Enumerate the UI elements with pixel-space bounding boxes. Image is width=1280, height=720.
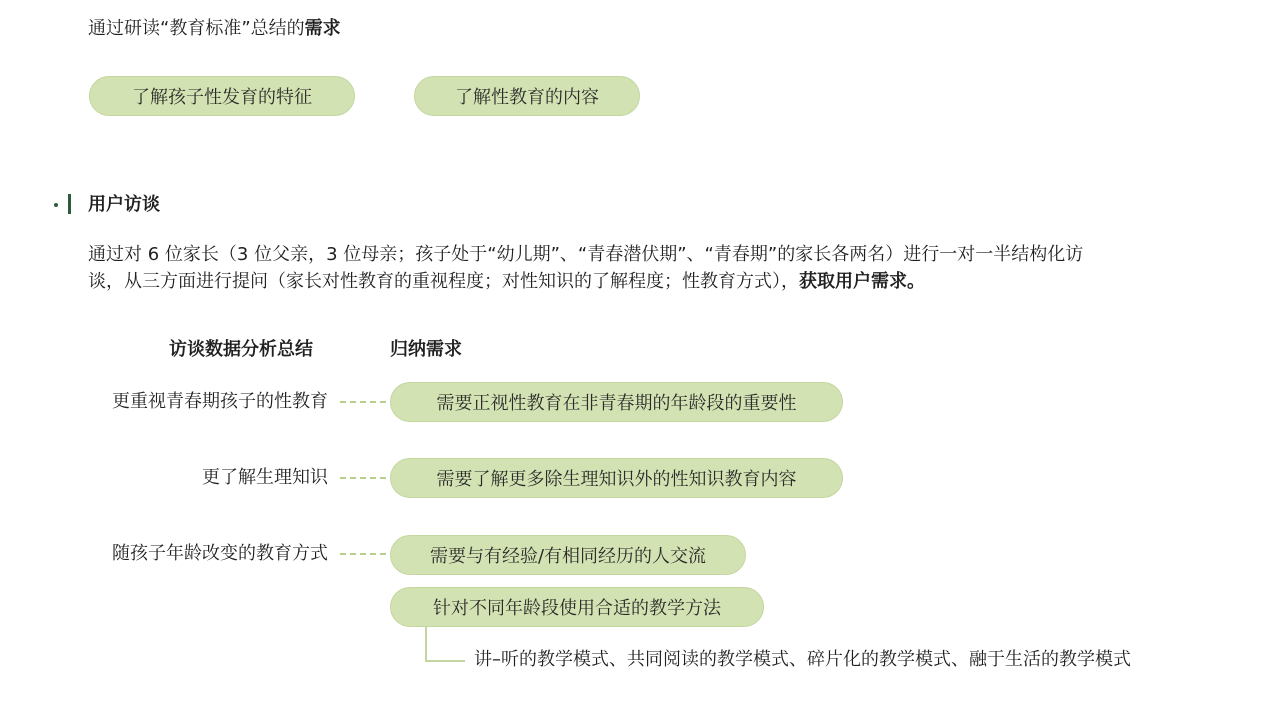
tree-branch-line xyxy=(425,626,465,662)
paragraph-line-1: 通过对 6 位家长（3 位父亲，3 位母亲；孩子处于“幼儿期”、“青春潜伏期”、“青春期”的家长各两名）进行一对一半结构化访 xyxy=(88,244,1084,265)
connector-line-3 xyxy=(340,553,386,555)
standard-need-pill-2: 了解性教育的内容 xyxy=(414,76,640,116)
paragraph-line-2-text: 谈，从三方面进行提问（家长对性教育的重视程度；对性知识的了解程度；性教育方式）， xyxy=(88,271,799,292)
finding-label-3: 随孩子年龄改变的教育方式 xyxy=(112,543,328,564)
section-title: 用户访谈 xyxy=(88,194,160,215)
connector-line-1 xyxy=(340,401,386,403)
paragraph-line-2-bold: 获取用户需求。 xyxy=(799,271,925,292)
standard-need-pill-1: 了解孩子性发育的特征 xyxy=(89,76,355,116)
paragraph-line-2 xyxy=(88,268,1198,295)
section-bar-icon xyxy=(68,194,71,214)
connector-line-2 xyxy=(340,477,386,479)
interview-paragraph xyxy=(88,241,1198,295)
teaching-methods-text: 讲–听的教学模式、共同阅读的教学模式、碎片化的教学模式、融于生活的教学模式 xyxy=(474,649,1131,670)
need-pill-2: 需要了解更多除生理知识外的性知识教育内容 xyxy=(390,458,843,498)
finding-label-1: 更重视青春期孩子的性教育 xyxy=(112,391,328,412)
intro-prefix: 通过研读“教育标准”总结的 xyxy=(88,18,305,39)
intro-bold: 需求 xyxy=(304,18,341,39)
intro-text xyxy=(88,16,341,42)
need-pill-3: 需要与有经验/有相同经历的人交流 xyxy=(390,535,746,575)
bullet-dot-icon xyxy=(54,203,58,207)
need-pill-1: 需要正视性教育在非青春期的年龄段的重要性 xyxy=(390,382,843,422)
column-header-analysis: 访谈数据分析总结 xyxy=(169,339,313,360)
need-pill-4: 针对不同年龄段使用合适的教学方法 xyxy=(390,587,764,627)
column-header-needs: 归纳需求 xyxy=(390,339,462,360)
finding-label-2: 更了解生理知识 xyxy=(202,467,328,488)
